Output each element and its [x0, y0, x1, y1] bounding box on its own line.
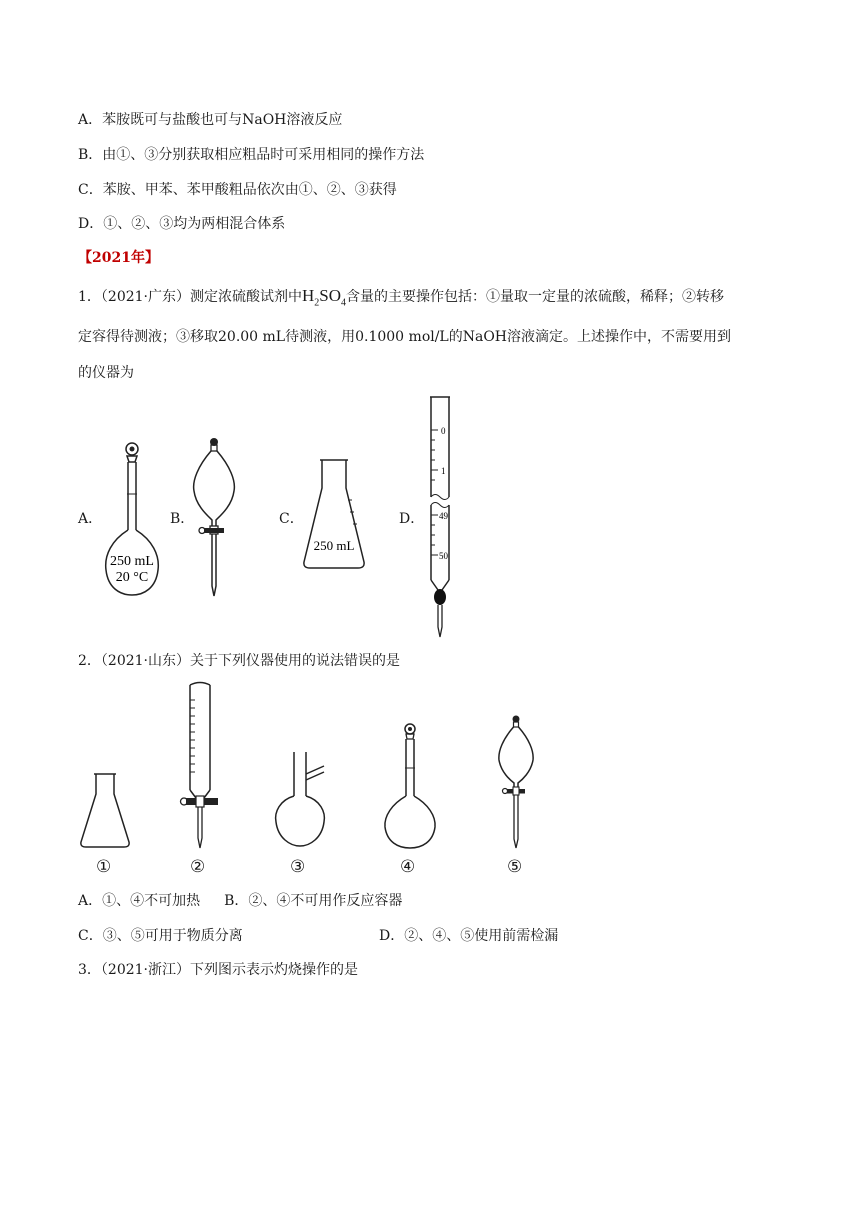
q2-options-row1 [78, 891, 402, 911]
q2-number-1: ① [96, 857, 112, 877]
q2-number-2: ② [190, 857, 206, 877]
q2-distilling-flask-icon [274, 750, 334, 850]
q1-choice-b-label: B． [170, 511, 195, 527]
option-d-prev: D．①、②、③均为两相混合体系 [78, 216, 286, 232]
buret-tick-49: 49 [439, 511, 448, 521]
q2-option-b: B．②、④不可用作反应容器 [224, 893, 403, 909]
q2-stem: 2．（2021·山东）关于下列仪器使用的说法错误的是 [78, 653, 400, 669]
flask-temp-label: 20 °C [115, 570, 149, 585]
option-c-prev: C．苯胺、甲苯、苯甲酸粗品依次由①、②、③获得 [78, 182, 397, 198]
q2-number-4: ④ [400, 857, 416, 877]
buret-tick-50: 50 [439, 551, 448, 561]
q2-number-5: ⑤ [507, 857, 523, 877]
q2-option-c: C．③、⑤可用于物质分离 [78, 928, 243, 944]
q1-choice-c-label: C． [279, 511, 304, 527]
flask-volume-label: 250 mL [110, 554, 154, 569]
q2-option-d: D．②、④、⑤使用前需检漏 [379, 928, 559, 944]
q2-option-a: A．①、④不可加热 [78, 893, 201, 909]
formula-h: H [302, 286, 315, 305]
buret-tick-0: 0 [441, 426, 446, 436]
q1-stem-line1 [78, 286, 724, 313]
q2-volumetric-flask-icon [382, 722, 438, 852]
q1-choice-d-label: D． [399, 511, 425, 527]
q2-buret-icon [180, 680, 230, 852]
q2-erlenmeyer-flask-icon [78, 772, 134, 850]
erlenmeyer-flask-icon [300, 458, 370, 573]
formula-sub2: 2 [314, 297, 320, 309]
q2-number-3: ③ [290, 857, 306, 877]
erlenmeyer-volume-label: 250 mL [313, 538, 355, 553]
formula-so: SO [319, 286, 342, 305]
q1-stem-line2: 定容得待测液；③移取20.00 mL待测液，用0.1000 mol/L的NaOH溶液滴定。上述操作中，不需要用到 [78, 329, 732, 345]
volumetric-flask-icon [100, 440, 180, 600]
q1-choice-a-label: A． [78, 511, 103, 527]
option-b-prev: B．由①、③分别获取相应粗品时可采用相同的操作方法 [78, 147, 425, 163]
buret-tick-1: 1 [441, 466, 446, 476]
option-a-prev: A．苯胺既可与盐酸也可与NaOH溶液反应 [78, 112, 343, 128]
year-heading: 【2021年】 [78, 250, 159, 266]
q3-stem: 3．（2021·浙江）下列图示表示灼烧操作的是 [78, 962, 358, 978]
q1-stem-line3: 的仪器为 [78, 365, 134, 381]
separatory-funnel-icon [190, 436, 250, 601]
q2-separatory-funnel-icon [496, 714, 546, 854]
formula-sub4: 4 [341, 297, 347, 309]
q1-stem-post: 含量的主要操作包括：①量取一定量的浓硫酸，稀释；②转移 [346, 289, 725, 305]
q1-stem-pre: 1．（2021·广东）测定浓硫酸试剂中 [78, 289, 302, 305]
h2so4-formula [302, 286, 347, 309]
buret-icon [420, 395, 480, 640]
